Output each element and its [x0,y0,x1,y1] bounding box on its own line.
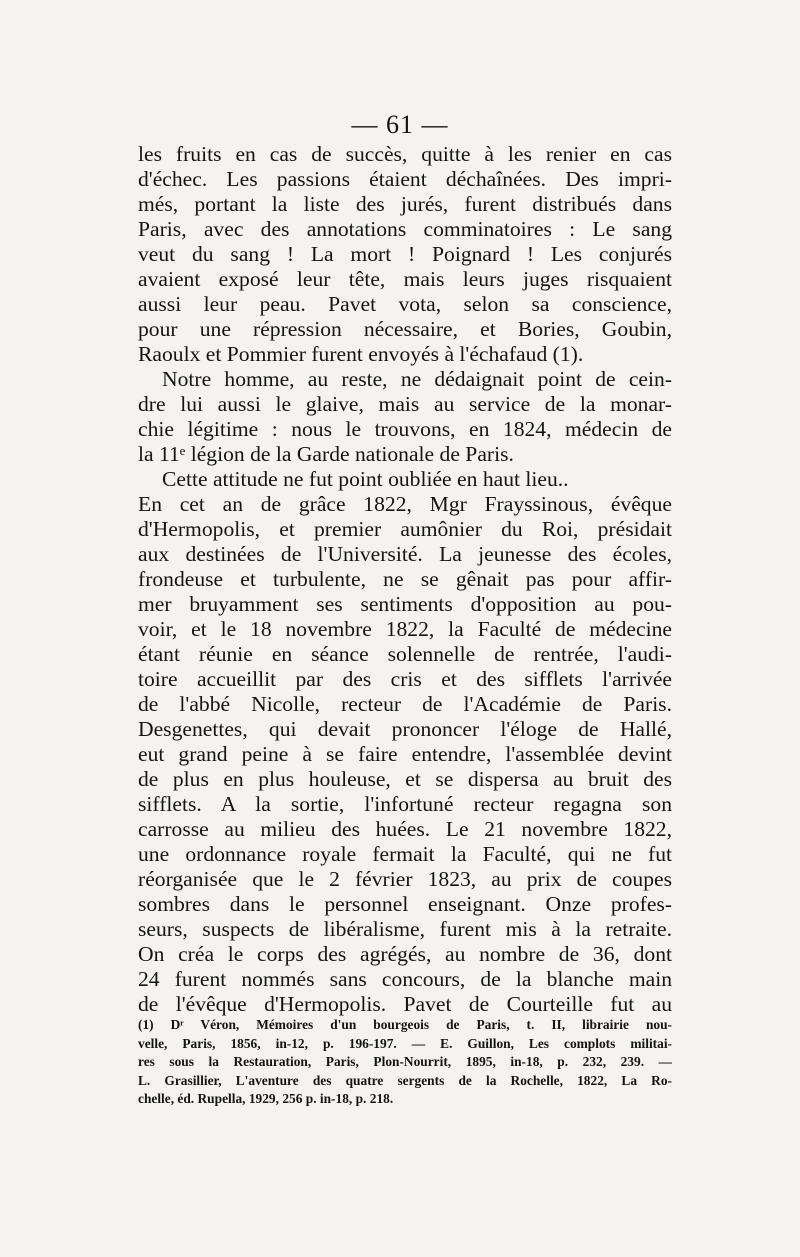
text-line: veut du sang ! La mort ! Poignard ! Les conjurés [138,242,672,266]
text-line: sifflets. A la sortie, l'infortuné recteur regagna son [138,792,672,816]
text-line: 24 furent nommés sans concours, de la blanche main [138,967,672,991]
text-line: pour une répression nécessaire, et Bories, Goubin, [138,317,672,341]
text-line: avaient exposé leur tête, mais leurs juges risquaient [138,267,672,291]
footnote-line: res sous la Restauration, Paris, Plon-Nourrit, 1895, in-18, p. 232, 239. — [138,1054,672,1070]
text-line: voir, et le 18 novembre 1822, la Faculté de médecine [138,617,672,641]
footnote-line: L. Grasillier, L'aventure des quatre sergents de la Rochelle, 1822, La Ro- [138,1072,672,1088]
text-line: Desgenettes, qui devait prononcer l'éloge de Hallé, [138,717,672,741]
footnote-line: (1) Dʳ Véron, Mémoires d'un bourgeois de Paris, t. II, librairie nou- [138,1017,672,1032]
footnote-line: chelle, éd. Rupella, 1929, 256 p. in-18, p. 218. [138,1091,394,1107]
text-line: eut grand peine à se faire entendre, l'assemblée devint [138,742,672,766]
text-line: més, portant la liste des jurés, furent distribués dans [138,192,672,216]
text-line: les fruits en cas de succès, quitte à les renier en cas [138,142,672,166]
text-line: aussi leur peau. Pavet vota, selon sa conscience, [138,292,672,316]
text-line: une ordonnance royale fermait la Faculté, qui ne fut [138,842,672,866]
text-line: d'Hermopolis, et premier aumônier du Roi, présidait [138,517,672,541]
text-line: de l'abbé Nicolle, recteur de l'Académie de Paris. [138,692,672,716]
text-line: aux destinées de l'Université. La jeunesse des écoles, [138,542,672,566]
text-line: dre lui aussi le glaive, mais au service de la monar- [138,392,672,416]
text-line: Notre homme, au reste, ne dédaignait point de cein- [162,367,672,391]
footnote-line: velle, Paris, 1856, in-12, p. 196-197. — E. Guillon, Les complots militai- [138,1035,672,1051]
text-line: seurs, suspects de libéralisme, furent mis à la retraite. [138,917,672,941]
text-line: Cette attitude ne fut point oubliée en haut lieu.. [162,467,569,491]
text-line: réorganisée que le 2 février 1823, au prix de coupes [138,867,672,891]
footnotes [138,1016,672,1109]
text-line: toire accueillit par des cris et des sifflets l'arrivée [138,667,672,691]
text-line: carrosse au milieu des huées. Le 21 novembre 1822, [138,817,672,841]
text-line: étant réunie en séance solennelle de rentrée, l'audi- [138,642,672,666]
text-line: chie légitime : nous le trouvons, en 1824, médecin de [138,417,672,441]
text-line: d'échec. Les passions étaient déchaînées. Des impri- [138,167,672,191]
text-line: Raoulx et Pommier furent envoyés à l'échafaud (1). [138,342,584,366]
text-line: de plus en plus houleuse, et se dispersa au bruit des [138,767,672,791]
text-line: mer bruyamment ses sentiments d'opposition au pou- [138,592,672,616]
page-number: — 61 — [351,110,449,139]
text-line: de l'évêque d'Hermopolis. Pavet de Courteille fut au [138,992,672,1016]
text-line: On créa le corps des agrégés, au nombre de 36, dont [138,942,672,966]
body-text [138,142,672,1017]
text-line: En cet an de grâce 1822, Mgr Frayssinous, évêque [138,492,672,516]
text-line: Paris, avec des annotations comminatoires : Le sang [138,217,672,241]
text-line: la 11ᵉ légion de la Garde nationale de Paris. [138,442,514,466]
text-line: sombres dans le personnel enseignant. Onze profes- [138,892,672,916]
text-line: frondeuse et turbulente, ne se gênait pas pour affir- [138,567,672,591]
